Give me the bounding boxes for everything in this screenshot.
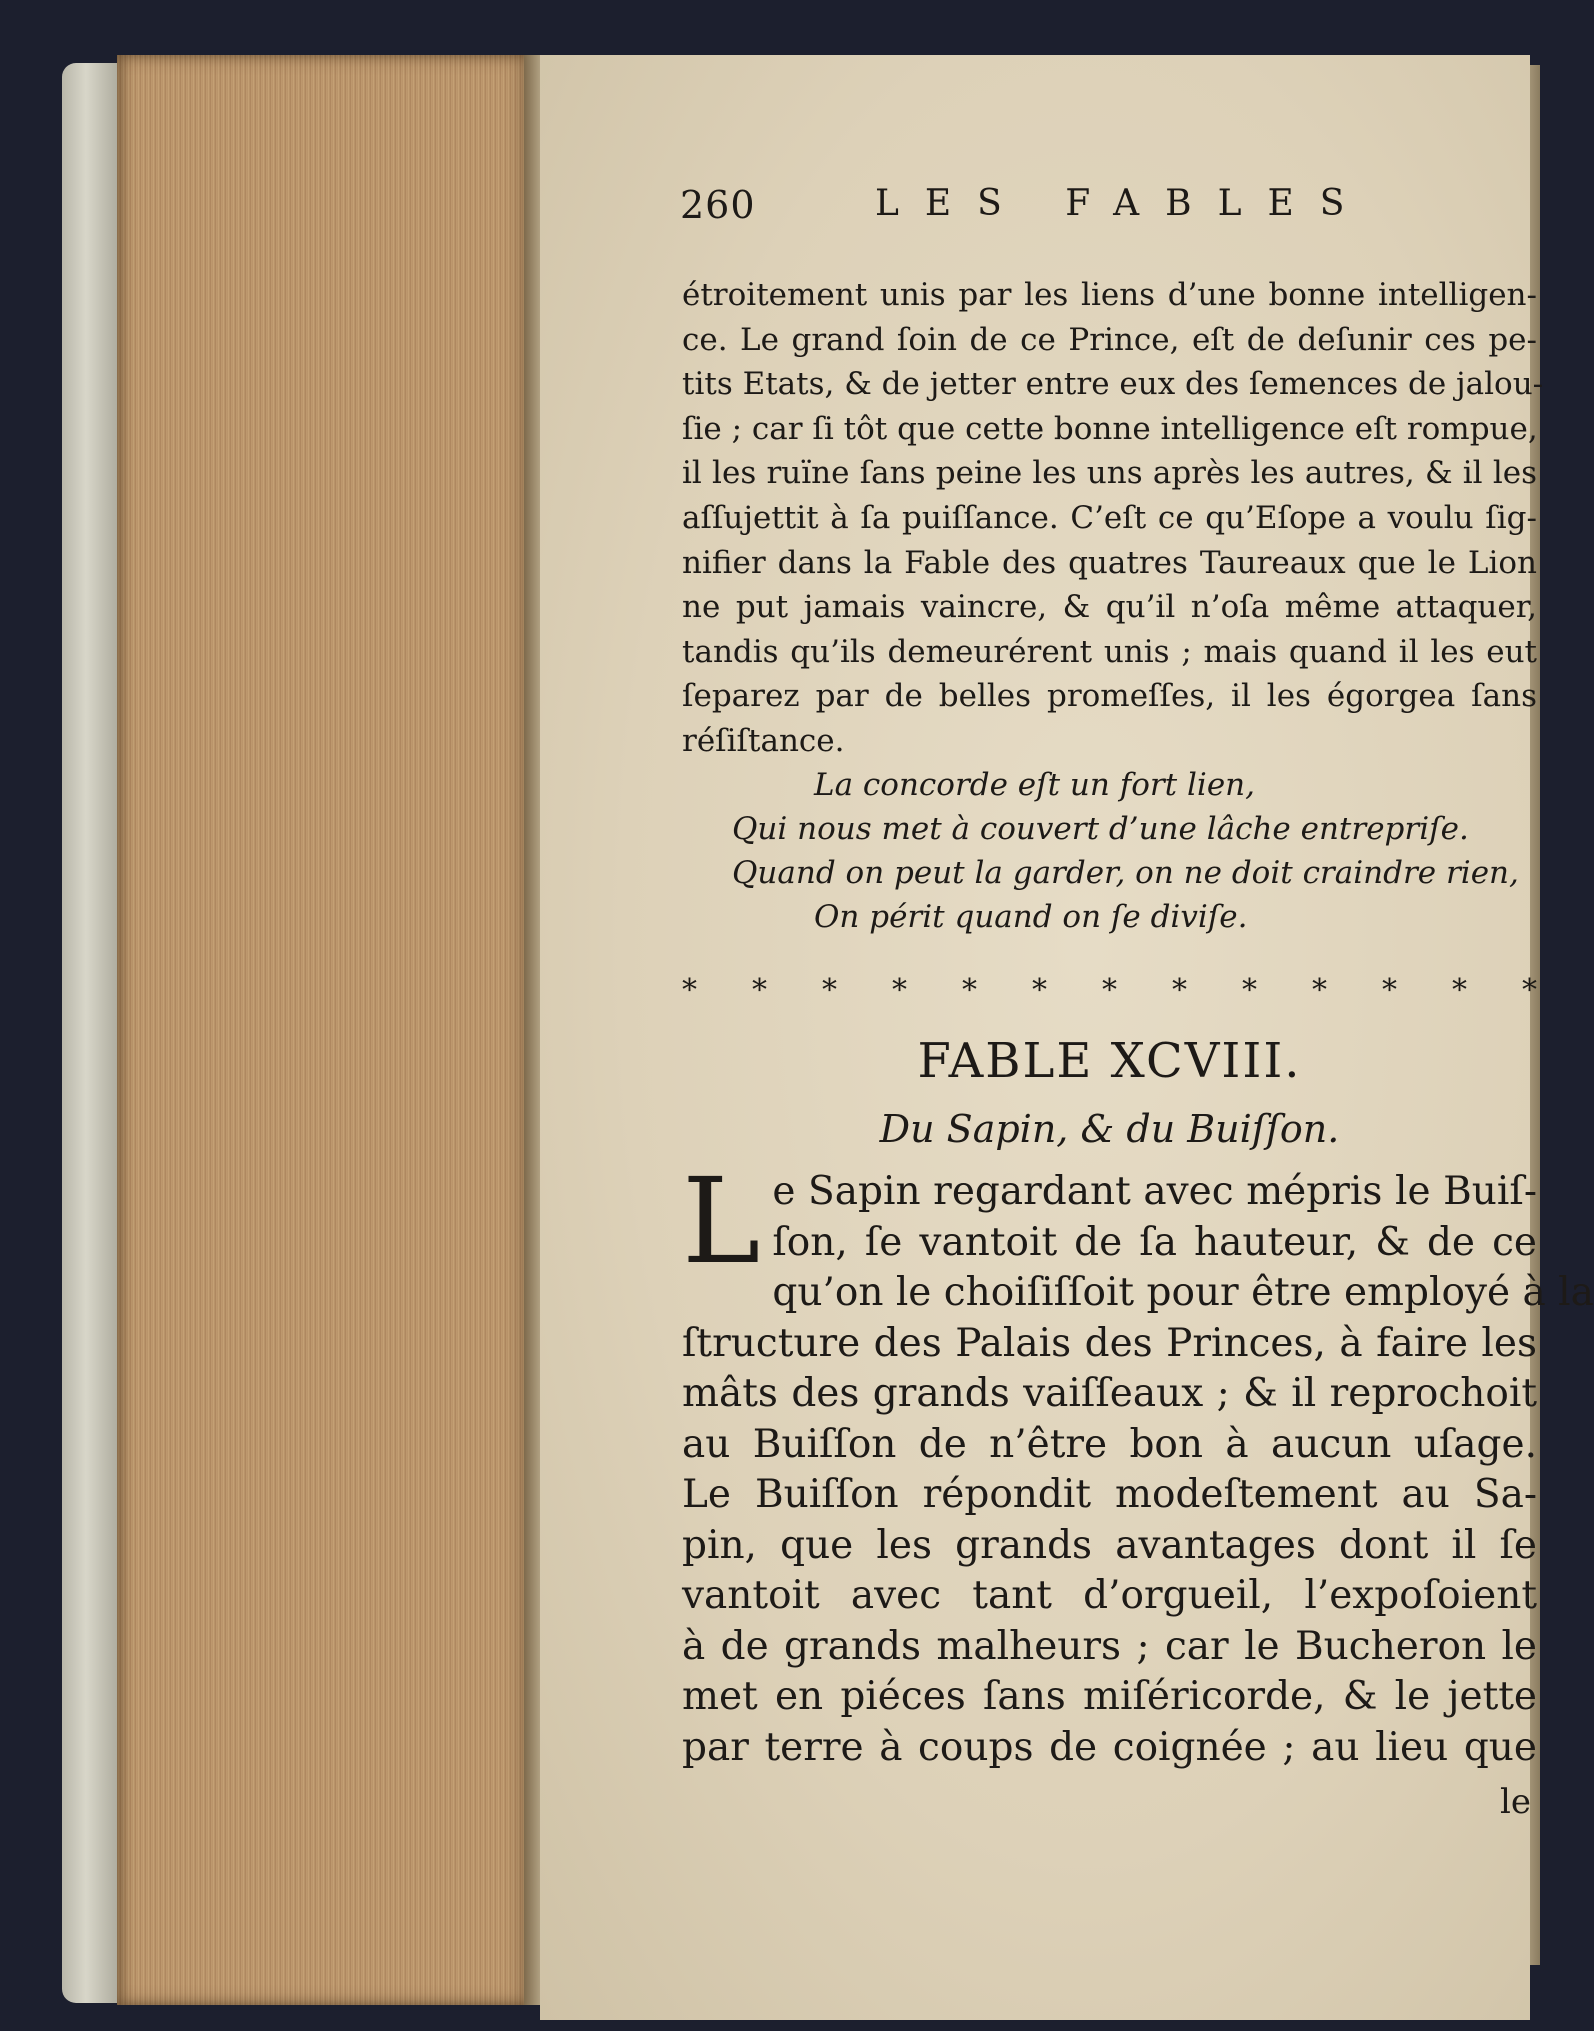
text-line: ne put jamais vaincre, & qu’il n’oſa même attaquer, bbox=[682, 589, 1537, 626]
page-stack-edge bbox=[117, 55, 535, 2005]
text-line: ce. Le grand ſoin de ce Prince, eſt de deſunir ces pe- bbox=[682, 321, 1537, 358]
running-head bbox=[680, 183, 1540, 233]
verse-line: Qui nous met à couvert d’une lâche entrepriſe. bbox=[732, 811, 1469, 847]
asterisk-ornament: * bbox=[892, 973, 907, 1008]
text-line: aſſujettit à ſa puiſſance. C’eſt ce qu’Eſope a voulu ſig- bbox=[682, 499, 1537, 536]
fable-subtitle: Du Sapin, & du Buiſſon. bbox=[879, 1107, 1340, 1151]
asterisk-ornament: * bbox=[1172, 973, 1187, 1008]
text-line: étroitement unis par les liens d’une bonne intelligen- bbox=[682, 277, 1537, 313]
text-line: tits Etats, & de jetter entre eux des ſemences de jalou- bbox=[682, 366, 1544, 403]
asterisk-ornament: * bbox=[822, 973, 837, 1008]
fable-line: vantoit avec tant d’orgueil, l’expoſoient bbox=[682, 1573, 1537, 1618]
verse-line: Quand on peut la garder, on ne doit craindre rien, bbox=[732, 855, 1519, 891]
fable-line: pin, que les grands avantages dont il ſe bbox=[682, 1522, 1537, 1568]
fable-line: Le Buiſſon répondit modeſtement au Sa- bbox=[682, 1472, 1537, 1517]
fable-line: ſon, ſe vantoit de ſa hauteur, & de ce bbox=[772, 1219, 1537, 1265]
asterisk-ornament: * bbox=[1522, 973, 1537, 1008]
asterisk-ornament: * bbox=[682, 973, 697, 1008]
printed-page bbox=[540, 55, 1594, 2020]
asterisk-ornament: * bbox=[1312, 973, 1327, 1008]
text-line: réſiſtance. bbox=[682, 722, 845, 759]
page-number: 260 bbox=[680, 183, 756, 227]
text-line: tandis qu’ils demeurérent unis ; mais quand il les eut bbox=[682, 633, 1537, 670]
fable-line: e Sapin regardant avec mépris le Buiſ- bbox=[772, 1169, 1537, 1214]
book bbox=[62, 55, 1594, 2031]
asterisk-ornament: * bbox=[1032, 973, 1047, 1008]
fable-title: FABLE XCVIII. bbox=[917, 1033, 1302, 1089]
body-text bbox=[682, 273, 1544, 764]
fable-line: mâts des grands vaiſſeaux ; & il reprochoit bbox=[682, 1371, 1537, 1416]
text-line: il les ruïne ſans peine les uns après les autres, & il les bbox=[682, 455, 1537, 492]
drop-cap: L bbox=[682, 1152, 761, 1290]
book-cover-edge bbox=[62, 63, 122, 2003]
fable-line: qu’on le choiſiſſoit pour être employé à la bbox=[772, 1270, 1594, 1315]
fable-line: ſtructure des Palais des Princes, à faire les bbox=[682, 1320, 1537, 1366]
asterisk-ornament: * bbox=[1452, 973, 1467, 1008]
fable-line: par terre à coups de coignée ; au lieu que bbox=[682, 1724, 1537, 1770]
asterisk-ornament: * bbox=[1242, 973, 1257, 1008]
fable-line: à de grands malheurs ; car le Bucheron le bbox=[682, 1623, 1537, 1669]
fable-line: met en piéces ſans miſéricorde, & le jette bbox=[682, 1674, 1537, 1719]
text-line: ſie ; car ſi tôt que cette bonne intelligence eſt rompue, bbox=[682, 410, 1538, 447]
running-title: LES FABLES bbox=[875, 183, 1371, 224]
catchword: le bbox=[1500, 1782, 1531, 1822]
text-line: ſeparez par de belles promeſſes, il les égorgea ſans bbox=[682, 678, 1537, 715]
asterisk-ornament: * bbox=[1102, 973, 1117, 1008]
fable-body bbox=[682, 1152, 1594, 1773]
text-line: nifier dans la Fable des quatres Taureaux que le Lion bbox=[682, 544, 1537, 581]
asterisk-ornament: * bbox=[752, 973, 767, 1008]
asterisk-ornament-row bbox=[682, 973, 1537, 1013]
fable-line: au Buiſſon de n’être bon à aucun uſage. bbox=[682, 1421, 1537, 1467]
verse-line: On périt quand on ſe diviſe. bbox=[814, 899, 1248, 935]
verse-line: La concorde eſt un fort lien, bbox=[814, 767, 1255, 803]
asterisk-ornament: * bbox=[962, 973, 977, 1008]
asterisk-ornament: * bbox=[1382, 973, 1397, 1008]
moral-verse bbox=[682, 763, 1537, 939]
